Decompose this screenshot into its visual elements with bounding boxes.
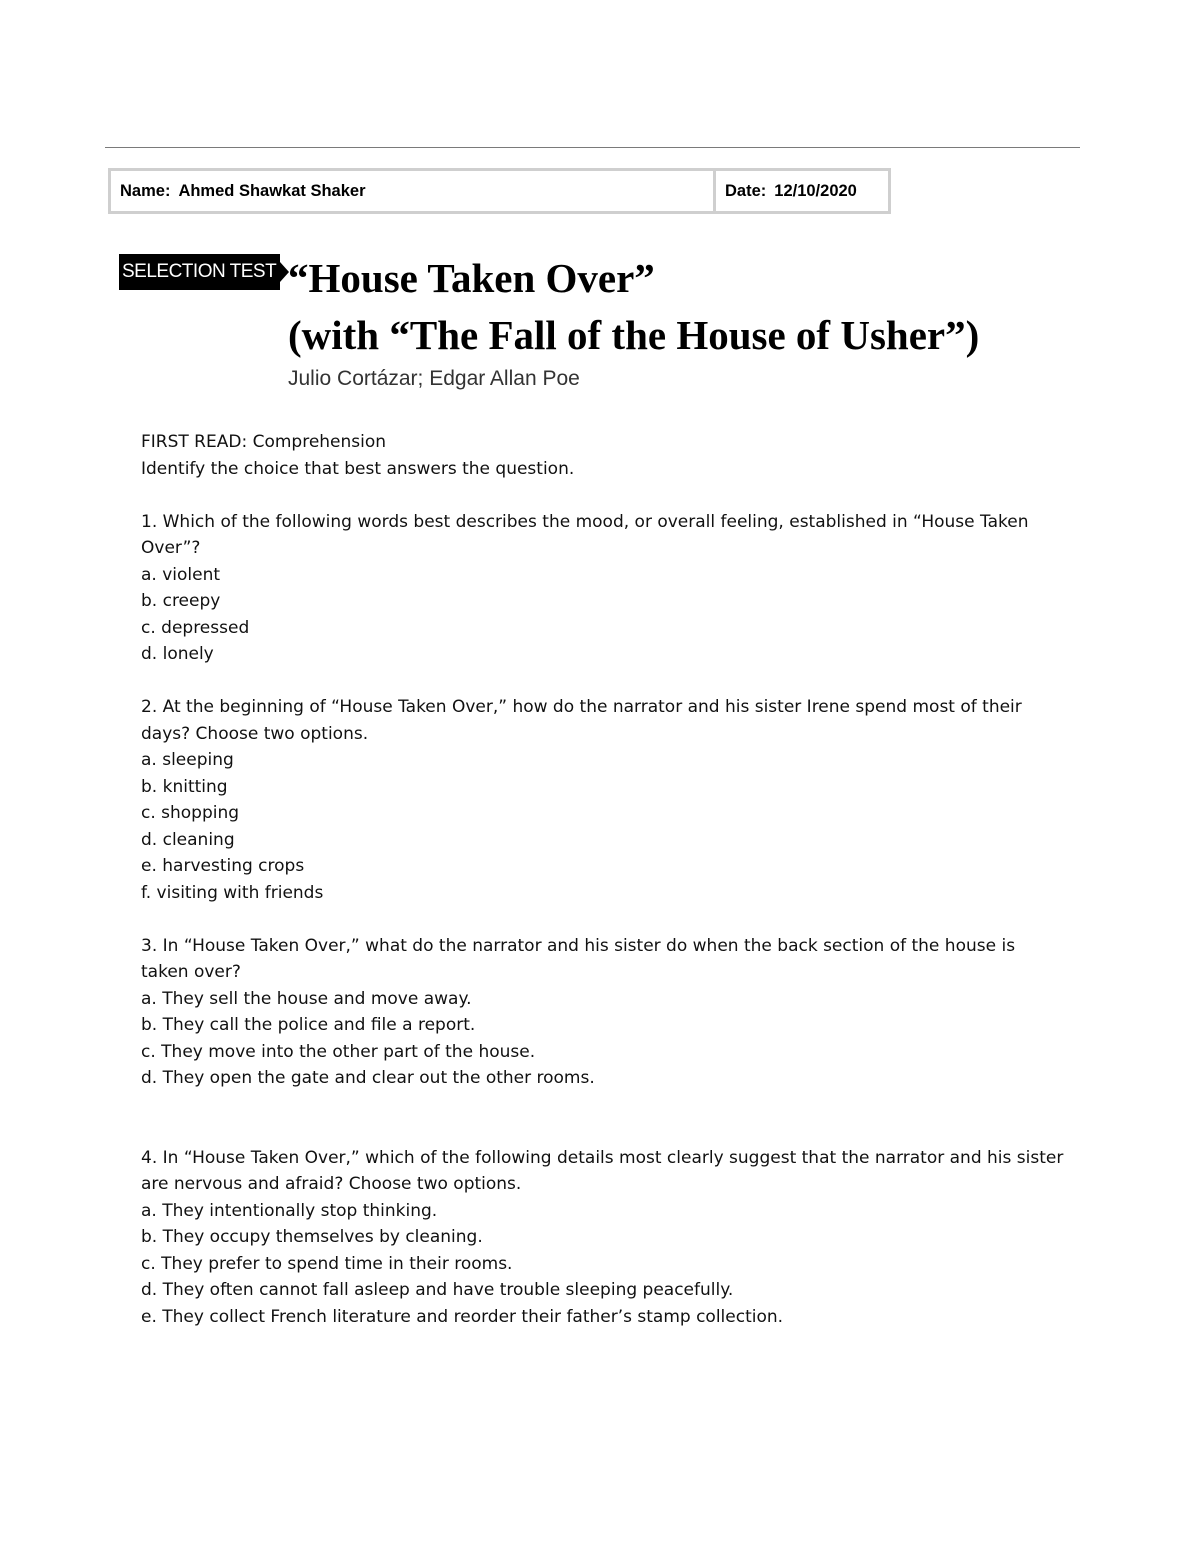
- date-value: 12/10/2020: [774, 181, 857, 200]
- option: d. They open the gate and clear out the other rooms.: [141, 1068, 595, 1088]
- question-4: [141, 1145, 1066, 1331]
- authors: Julio Cortázar; Edgar Allan Poe: [288, 367, 580, 390]
- instructions: Identify the choice that best answers the question.: [141, 458, 575, 479]
- top-divider: [105, 147, 1080, 148]
- question-2: [141, 694, 1066, 906]
- name-cell: [111, 171, 716, 211]
- option: e. They collect French literature and reorder their father’s stamp collection.: [141, 1306, 784, 1327]
- selection-test-badge: [119, 254, 289, 290]
- option: d. cleaning: [141, 829, 235, 850]
- question-text: 4. In “House Taken Over,” which of the following details most clearly suggest that the narrator and his sister are nervous and afraid? Choose two options.: [141, 1147, 1064, 1194]
- page-title: [288, 250, 979, 364]
- date-cell: [716, 171, 888, 211]
- option: d. lonely: [141, 644, 214, 664]
- title-line-2: (with “The Fall of the House of Usher”): [288, 312, 980, 358]
- name-value: Ahmed Shawkat Shaker: [178, 181, 366, 200]
- option: f. visiting with friends: [141, 882, 324, 903]
- question-3: [141, 933, 1066, 1092]
- badge-label: SELECTION TEST: [119, 254, 280, 290]
- option: b. They call the police and file a report.: [141, 1015, 476, 1035]
- option: a. sleeping: [141, 750, 234, 770]
- question-1: [141, 509, 1066, 668]
- option: c. They move into the other part of the house.: [141, 1041, 536, 1062]
- option: c. depressed: [141, 617, 250, 638]
- title-line-1: “House Taken Over”: [288, 255, 655, 301]
- section-heading: FIRST READ: Comprehension: [141, 432, 387, 452]
- option: c. shopping: [141, 803, 240, 823]
- question-text: 2. At the beginning of “House Taken Over,” how do the narrator and his sister Irene spend most of their days? Choose two options.: [141, 697, 1022, 744]
- question-text: 3. In “House Taken Over,” what do the narrator and his sister do when the back section of the house is taken over?: [141, 935, 1016, 982]
- option: d. They often cannot fall asleep and have trouble sleeping peacefully.: [141, 1280, 734, 1300]
- option: a. They intentionally stop thinking.: [141, 1200, 438, 1221]
- option: b. They occupy themselves by cleaning.: [141, 1227, 483, 1247]
- student-info-table: [108, 168, 891, 214]
- option: e. harvesting crops: [141, 856, 305, 876]
- question-text: 1. Which of the following words best describes the mood, or overall feeling, established in “House Taken Over”?: [141, 511, 1029, 558]
- option: a. violent: [141, 564, 221, 585]
- test-content: [141, 429, 1066, 1330]
- option: b. creepy: [141, 591, 221, 611]
- date-label: Date:: [725, 181, 767, 200]
- name-label: Name:: [120, 181, 171, 200]
- option: c. They prefer to spend time in their rooms.: [141, 1253, 513, 1274]
- option: b. knitting: [141, 776, 228, 797]
- option: a. They sell the house and move away.: [141, 988, 472, 1009]
